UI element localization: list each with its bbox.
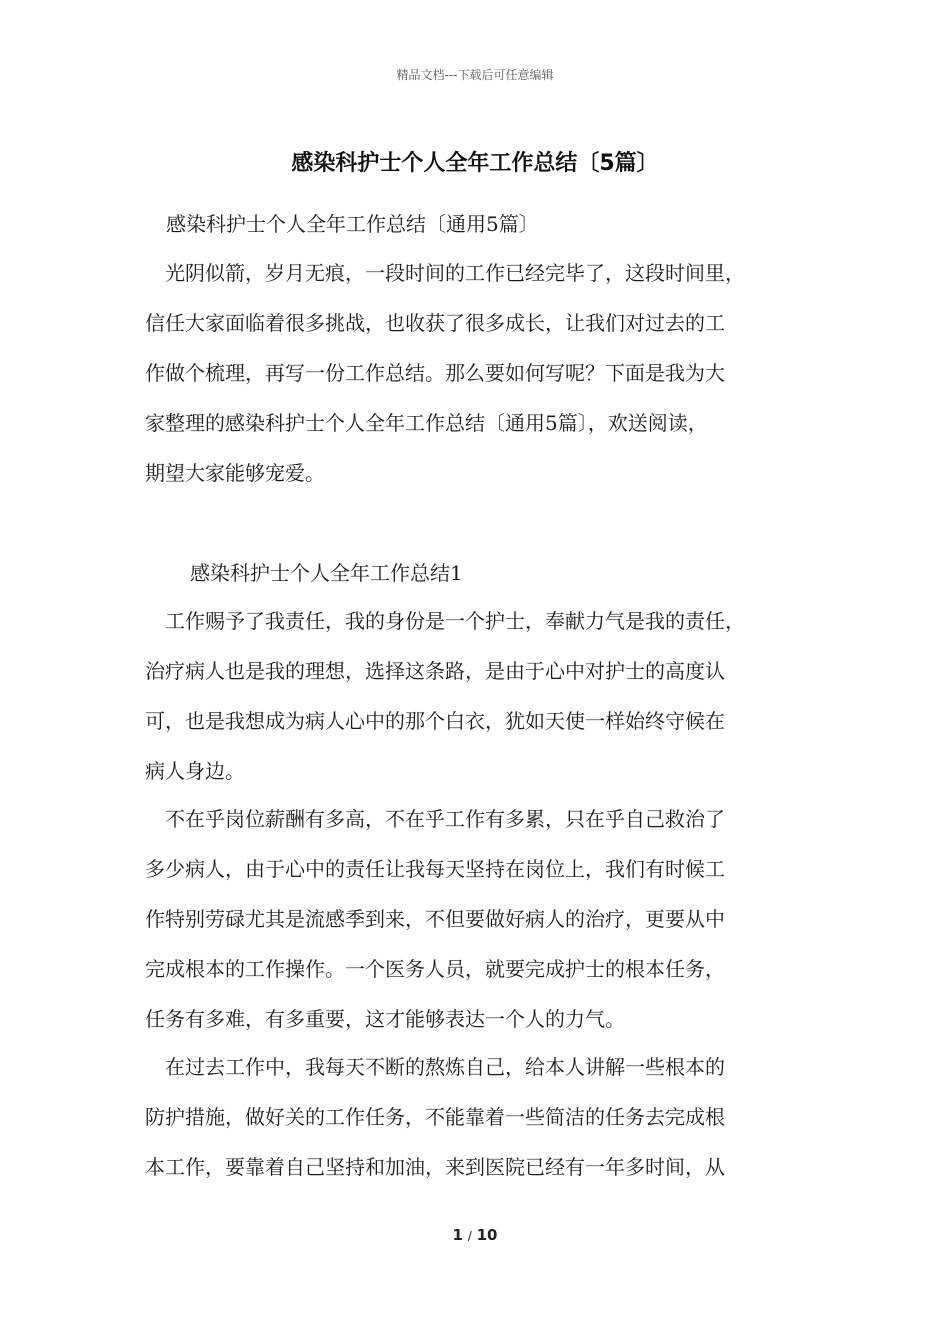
page-number <box>0 1226 950 1244</box>
page-header: 精品文档---下载后可任意编辑 <box>396 68 554 82</box>
paragraph-line: 作特别劳碌尤其是流感季到来，不但要做好病人的治疗，更要从中 <box>145 907 725 931</box>
paragraph-1 <box>145 596 825 796</box>
intro-line: 信任大家面临着很多挑战，也收获了很多成长，让我们对过去的工 <box>145 311 725 335</box>
paragraph-line: 本工作，要靠着自己坚持和加油，来到医院已经有一年多时间，从 <box>145 1155 725 1179</box>
paragraph-line: 可，也是我想成为病人心中的那个白衣，犹如天使一样始终守候在 <box>145 709 725 733</box>
paragraph-line: 防护措施，做好关的工作任务，不能靠着一些简洁的任务去完成根 <box>145 1105 725 1129</box>
paragraph-line: 完成根本的工作操作。一个医务人员，就要完成护士的根本任务， <box>145 957 725 981</box>
intro-line: 期望大家能够宠爱。 <box>145 461 325 485</box>
paragraph-line: 在过去工作中，我每天不断的熬炼自己，给本人讲解一些根本的 <box>145 1055 725 1079</box>
current-page: 1 <box>452 1226 463 1244</box>
document-subtitle: 感染科护士个人全年工作总结〔通用5篇〕 <box>166 212 539 236</box>
page-separator: / <box>467 1229 472 1243</box>
paragraph-3 <box>145 1042 825 1192</box>
intro-line: 家整理的感染科护士个人全年工作总结〔通用5篇〕，欢送阅读， <box>145 411 708 435</box>
intro-paragraph <box>145 248 825 498</box>
paragraph-line: 治疗病人也是我的理想，选择这条路，是由于心中对护士的高度认 <box>145 659 725 683</box>
paragraph-line: 病人身边。 <box>145 759 245 783</box>
paragraph-line: 任务有多难，有多重要，这才能够表达一个人的力气。 <box>145 1007 625 1031</box>
total-pages: 10 <box>476 1226 498 1244</box>
document-title: 感染科护士个人全年工作总结〔5篇〕 <box>291 151 659 176</box>
section-heading: 感染科护士个人全年工作总结1 <box>190 561 463 585</box>
intro-line: 光阴似箭，岁月无痕，一段时间的工作已经完毕了，这段时间里， <box>145 261 745 285</box>
intro-line: 作做个梳理，再写一份工作总结。那么要如何写呢？下面是我为大 <box>145 361 725 385</box>
paragraph-line: 多少病人，由于心中的责任让我每天坚持在岗位上，我们有时候工 <box>145 857 725 881</box>
paragraph-line: 工作赐予了我责任，我的身份是一个护士，奉献力气是我的责任， <box>145 609 745 633</box>
paragraph-2 <box>145 794 825 1044</box>
paragraph-line: 不在乎岗位薪酬有多高，不在乎工作有多累，只在乎自己救治了 <box>145 807 725 831</box>
